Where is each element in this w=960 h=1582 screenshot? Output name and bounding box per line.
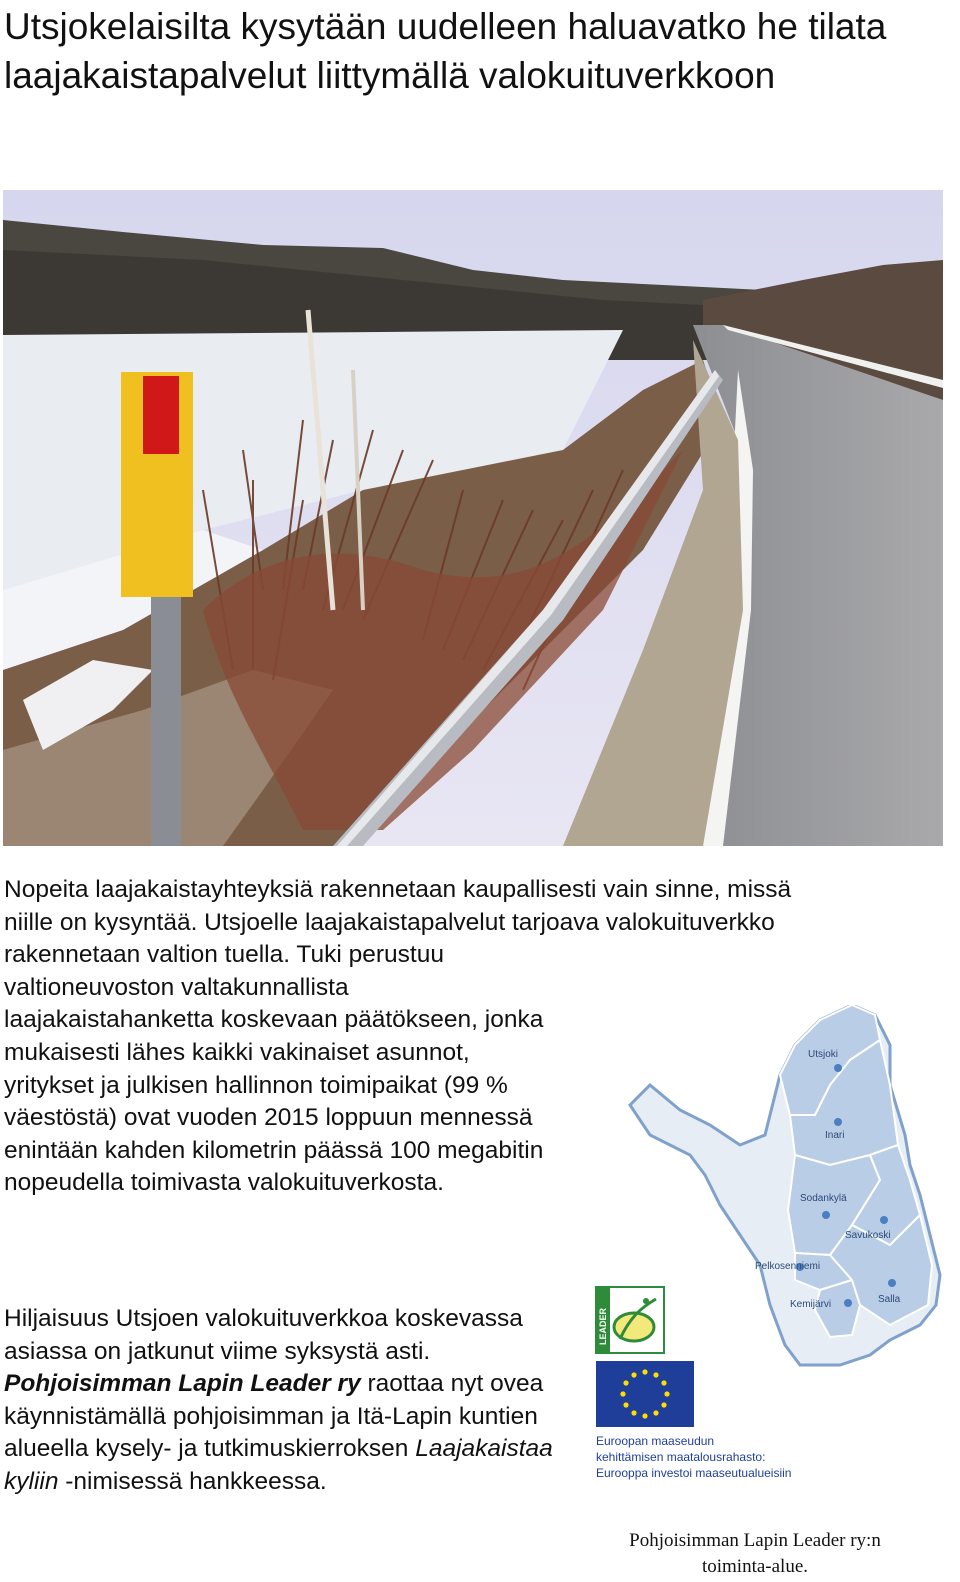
leader-logo-text: LEADER (598, 1307, 608, 1345)
paragraph-2 (4, 1303, 564, 1499)
place-savukoski: Savukoski (845, 1230, 891, 1241)
paragraph-1-line-2: niille on kysyntää. Utsjoelle laajakaistapalvelut tarjoava valokuituverkko (4, 908, 775, 936)
place-utsjoki: Utsjoki (808, 1049, 839, 1060)
leader-logo (596, 1287, 664, 1353)
paragraph-1-line-1: Nopeita laajakaistayhteyksiä rakennetaan kaupallisesti vain sinne, missä (4, 876, 792, 903)
paragraph-1-rest: Tuki perustuu valtioneuvoston valtakunnallista laajakaistahanketta koskevaan päätökseen, jonka mukaisesti lähes kaikki vakinaiset asunnot, yritykset ja julkisen hallinnon toimipaikat (99 % väestöstä) ovat vuoden 2015 loppuun mennessä enintään kahden kilometrin päässä 100 megabitin nopeudella toimivasta valokuituverkosta. (4, 941, 544, 1197)
eu-text-line-2: kehittämisen maatalousrahasto: (596, 1450, 766, 1464)
eu-text-line-1: Euroopan maaseudun (596, 1434, 715, 1448)
place-sodankyla: Sodankylä (800, 1193, 847, 1204)
map-caption-line-2: toiminta-alue. (701, 1556, 809, 1577)
leader-org-name: Pohjoisimman Lapin Leader ry (4, 1370, 361, 1398)
map-caption-line-1: Pohjoisimman Lapin Leader ry:n (629, 1530, 881, 1551)
place-salla: Salla (878, 1294, 901, 1305)
road-photo (3, 190, 943, 846)
eu-flag-icon (596, 1361, 694, 1427)
article-title: Utsjokelaisilta kysytään uudelleen haluavatko he tilata laajakaistapalvelut liittymällä valokuituverkkoon (4, 6, 887, 96)
paragraph-2-part-c: -nimisessä hankkeessa. (58, 1467, 327, 1495)
place-kemijarvi: Kemijärvi (790, 1299, 832, 1310)
project-name: Laajakaistaa kyliin (4, 1435, 553, 1495)
paragraph-2-part-b: raottaa nyt ovea käynnistämällä pohjoisimman ja Itä-Lapin kuntien alueella kysely- ja tutkimuskierroksen (4, 1370, 544, 1463)
region-map (590, 1005, 956, 1505)
eu-text-line-3: Eurooppa investoi maaseutualueisiin (596, 1466, 792, 1480)
paragraph-1 (4, 874, 792, 1200)
place-pelkosenniemi: Pelkosenniemi (755, 1261, 821, 1272)
paragraph-1-line-3: rakennetaan valtion tuella. (4, 941, 291, 969)
paragraph-2-part-a: Hiljaisuus Utsjoen valokuituverkkoa koskevassa asiassa on jatkunut viime syksystä asti. (4, 1305, 523, 1365)
map-caption (590, 1528, 920, 1580)
place-inari: Inari (825, 1130, 845, 1141)
